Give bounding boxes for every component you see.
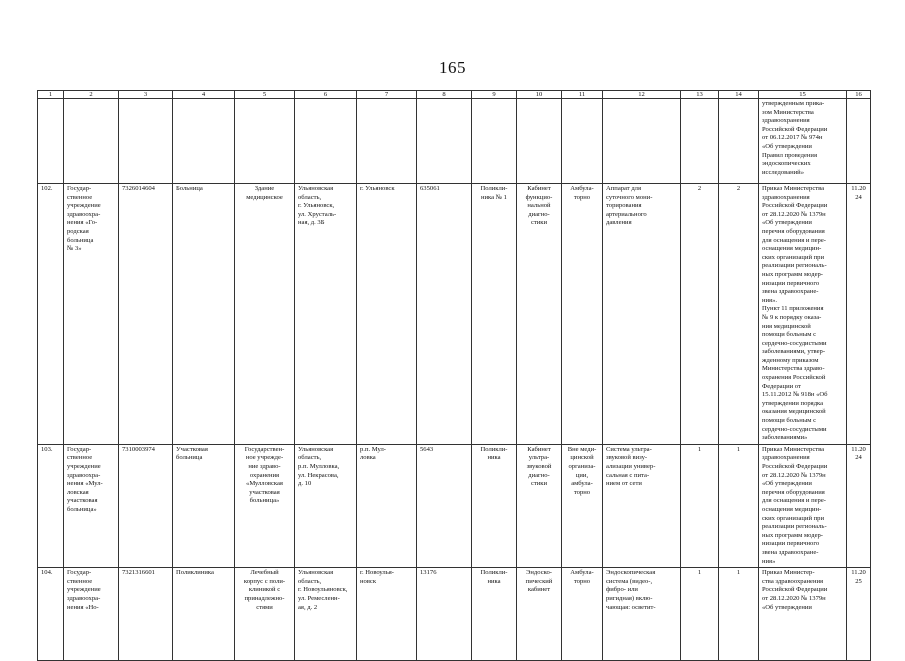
organization-cell: Государ- ственное учреждение здравоохра- нения «Но- <box>64 568 119 661</box>
date-cell: 11.2024 <box>847 184 871 445</box>
column-number: 10 <box>517 91 562 99</box>
column-number: 11 <box>562 91 603 99</box>
column-number: 12 <box>603 91 681 99</box>
quantity-cell: 1 <box>719 444 759 567</box>
column-number: 13 <box>681 91 719 99</box>
column-number: 3 <box>119 91 173 99</box>
population-cell: 13176 <box>417 568 472 661</box>
room-cell: Эндоско- пический кабинет <box>517 568 562 661</box>
care-conditions-cell: Амбула- торно <box>562 184 603 445</box>
building-cell: Здание медицинское <box>235 184 295 445</box>
inn-cell: 7310003974 <box>119 444 173 567</box>
row-number: 103. <box>38 444 64 567</box>
column-number: 1 <box>38 91 64 99</box>
care-conditions-cell: Вне меди- цинской организа- ции, амбула- торно <box>562 444 603 567</box>
care-conditions-cell: Амбула- торно <box>562 568 603 661</box>
population-cell: 635061 <box>417 184 472 445</box>
address-cell: Ульяновская область, г. Ульяновск, ул. Хрусталь- ная, д. 3Б <box>295 184 357 445</box>
column-number: 4 <box>173 91 235 99</box>
locality-cell: р.п. Мул- ловка <box>357 444 417 567</box>
facility-type-cell: Участковая больница <box>173 444 235 567</box>
table-row <box>38 184 871 445</box>
quantity-cell: 2 <box>681 184 719 445</box>
row-number: 102. <box>38 184 64 445</box>
page-number: 165 <box>439 58 466 77</box>
legal-basis-cell: Приказ Министерства здравоохранения Российской Федерации от 28.12.2020 № 1379н «Об утверждении перечня оборудования для оснащения и пере- оснащения медицин- ских организаций при реализации региональ- ных программ модер- низации первичного звена здравоохране- ния». Пункт 11 приложения № 9 к порядку оказа- ния медицинской помощи больным с сердечно-сосудистыми заболеваниями, утвер- жденному приказом Министерства здраво- охранения Российской Федерации от 15.11.2012 № 918н «Об утверждении порядка оказания медицинской помощи больным с сердечно-сосудистыми заболеваниями» <box>759 184 847 445</box>
column-number-row <box>38 91 871 99</box>
organization-cell: Государ- ственное учреждение здравоохра- нения «Мул- ловская участковая больница» <box>64 444 119 567</box>
locality-cell: г. Ульяновск <box>357 184 417 445</box>
equipment-registry-table <box>37 90 871 661</box>
organization-cell: Государ- ственное учреждение здравоохра- нения «Го- родская больница № 3» <box>64 184 119 445</box>
legal-basis-cell: Приказ Министерства здравоохранения Российской Федерации от 28.12.2020 № 1379н «Об утверждении перечня оборудования для оснащения и пере- оснащения медицин- ских организаций при реализации региональ- ных программ модер- низации первичного звена здравоохране- ния» <box>759 444 847 567</box>
population-cell: 5643 <box>417 444 472 567</box>
table-row <box>38 568 871 661</box>
row-number: 104. <box>38 568 64 661</box>
column-number: 8 <box>417 91 472 99</box>
room-cell: Кабинет функцио- нальной диагно- стики <box>517 184 562 445</box>
legal-basis-cell: утвержденным прика- зом Министерства здравоохранения Российской Федерации от 06.12.2017 № 974н «Об утверждении Правил проведения эндоскопических исследований» <box>759 99 847 184</box>
table-row-continuation <box>38 99 871 184</box>
address-cell: Ульяновская область, г. Новоульяновск, ул. Ремесленн- ая, д. 2 <box>295 568 357 661</box>
column-number: 16 <box>847 91 871 99</box>
unit-cell: Поликли- ника № 1 <box>472 184 517 445</box>
legal-basis-cell: Приказ Министер- ства здравоохранения Российской Федерации от 28.12.2020 № 1379н «Об утверждении <box>759 568 847 661</box>
column-number: 6 <box>295 91 357 99</box>
unit-cell: Поликли- ника <box>472 444 517 567</box>
inn-cell: 7321316601 <box>119 568 173 661</box>
room-cell: Кабинет ультра- звуковой диагно- стики <box>517 444 562 567</box>
date-cell: 11.2024 <box>847 444 871 567</box>
unit-cell: Поликли- ника <box>472 568 517 661</box>
quantity-cell: 1 <box>719 568 759 661</box>
quantity-cell: 2 <box>719 184 759 445</box>
date-cell: 11.2025 <box>847 568 871 661</box>
quantity-cell: 1 <box>681 444 719 567</box>
column-number: 2 <box>64 91 119 99</box>
building-cell: Государствен- ное учрежде- ние здраво- охранения «Мулловская участковая больница» <box>235 444 295 567</box>
address-cell: Ульяновская область, р.п. Мулловка, ул. Некрасова, д. 10 <box>295 444 357 567</box>
locality-cell: г. Новоулья- новск <box>357 568 417 661</box>
column-number: 5 <box>235 91 295 99</box>
building-cell: Лечебный корпус с поли- клиникой с принадлежно- стями <box>235 568 295 661</box>
column-number: 7 <box>357 91 417 99</box>
equipment-cell: Эндоскопическая система (видео-, фибро- или ригидная) вклю- чающая: осветит- <box>603 568 681 661</box>
column-number: 15 <box>759 91 847 99</box>
inn-cell: 7326014604 <box>119 184 173 445</box>
column-number: 14 <box>719 91 759 99</box>
facility-type-cell: Больница <box>173 184 235 445</box>
quantity-cell: 1 <box>681 568 719 661</box>
facility-type-cell: Поликлиника <box>173 568 235 661</box>
column-number: 9 <box>472 91 517 99</box>
equipment-cell: Аппарат для суточного мони- торирования артериального давления <box>603 184 681 445</box>
equipment-cell: Система ультра- звуковой визу- ализации универ- сальная с пита- нием от сети <box>603 444 681 567</box>
table-row <box>38 444 871 567</box>
